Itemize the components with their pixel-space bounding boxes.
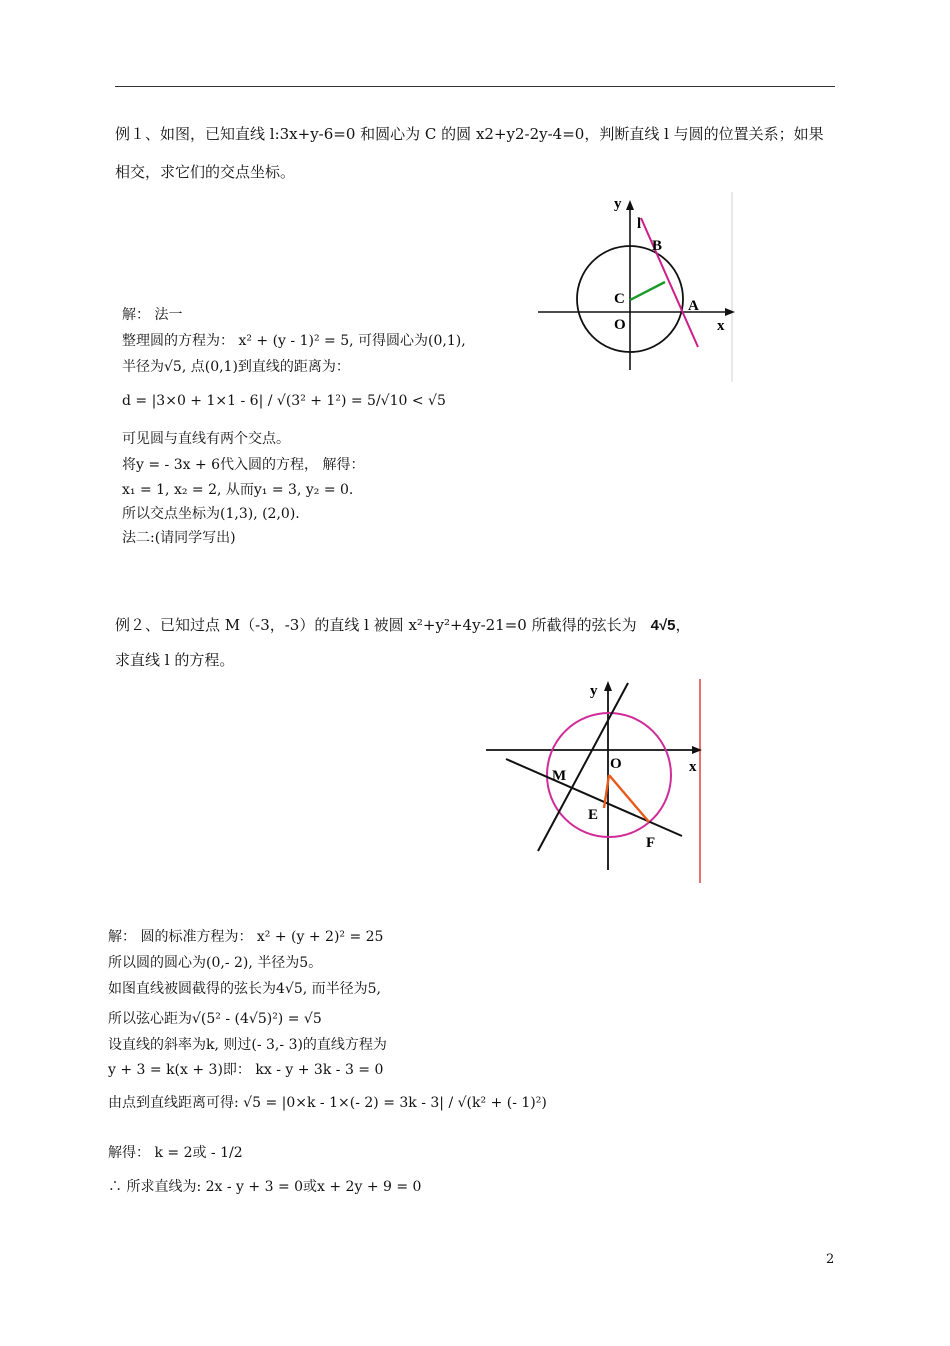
- figure1-label-o: O: [614, 317, 626, 333]
- figure2-circle-chord: [484, 675, 706, 885]
- page-number: 2: [826, 1252, 835, 1267]
- solution1-line: x₁ = 1, x₂ = 2, 从而y₁ = 3, y₂ = 0.: [122, 482, 354, 498]
- figure2-label-f: F: [646, 835, 656, 851]
- solution2-line: 如图直线被圆截得的弦长为4√5, 而半径为5,: [108, 981, 381, 997]
- figure2-label-y: y: [590, 683, 598, 699]
- solution2-line: ∴ 所求直线为: 2x - y + 3 = 0或x + 2y + 9 = 0: [108, 1179, 422, 1195]
- example2-question-line1: [115, 615, 691, 636]
- example2-question-text: 例２、已知过点 M（-3，-3）的直线 l 被圆 x²+y²+4y-21=0 所截得的弦长为: [115, 616, 637, 634]
- solution2-line: 所以圆的圆心为(0,- 2), 半径为5。: [108, 955, 323, 971]
- example1-question-line2: 相交，求它们的交点坐标。: [115, 163, 296, 181]
- figure2-y-arrow: [604, 681, 612, 691]
- example2-question-comma: ，: [675, 616, 691, 634]
- header-rule: [115, 86, 835, 87]
- figure1-label-a: A: [688, 298, 699, 314]
- figure2-center-to-f: [609, 775, 649, 822]
- solution1-line: d = |3×0 + 1×1 - 6| / √(3² + 1²) = 5/√10 < √5: [122, 393, 446, 409]
- solution1-line: 整理圆的方程为： x² + (y - 1)² = 5, 可得圆心为(0,1),: [122, 333, 466, 349]
- example1-question-line1: 例１、如图，已知直线 l:3x+y-6=0 和圆心为 C 的圆 x2+y2-2y-4=0，判断直线 l 与圆的位置关系；如果: [115, 125, 824, 143]
- figure2-chord-line: [506, 759, 682, 836]
- solution1-line: 所以交点坐标为(1,3), (2,0).: [122, 506, 300, 522]
- solution1-line: 可见圆与直线有两个交点。: [122, 431, 290, 447]
- solution2-line: 解得： k = 2或 - 1/2: [108, 1145, 243, 1161]
- solution2-line: 设直线的斜率为k, 则过(- 3,- 3)的直线方程为: [108, 1037, 387, 1053]
- figure1-perpendicular: [630, 282, 665, 300]
- example2-question-line2: 求直线 l 的方程。: [115, 651, 235, 669]
- solution2-line: 解： 圆的标准方程为： x² + (y + 2)² = 25: [108, 929, 384, 945]
- solution2-line: 由点到直线距离可得: √5 = |0×k - 1×(- 2) = 3k - 3| / √(k² + (- 1)²): [108, 1095, 547, 1111]
- solution2-line: y + 3 = k(x + 3)即： kx - y + 3k - 3 = 0: [108, 1062, 384, 1078]
- figure2-label-m: M: [552, 768, 567, 784]
- figure1-label-c: C: [614, 291, 625, 307]
- figure1-label-x: x: [717, 318, 725, 334]
- example2-chord-length: 4√5: [650, 617, 676, 634]
- figure1-y-arrow: [626, 200, 634, 210]
- figure1-x-arrow: [725, 308, 735, 316]
- figure1-label-b: B: [652, 238, 663, 254]
- figure1-label-l: l: [637, 216, 642, 232]
- figure1-circle-line: [532, 192, 742, 384]
- figure2-label-x: x: [689, 759, 697, 775]
- solution1-line: 将y = - 3x + 6代入圆的方程， 解得：: [122, 457, 365, 473]
- solution2-line: 所以弦心距为√(5² - (4√5)²) = √5: [108, 1011, 322, 1027]
- figure2-label-o: O: [610, 756, 622, 772]
- figure1-line-l: [641, 218, 698, 347]
- solution1-line: 法二:(请同学写出): [122, 530, 236, 546]
- figure2-label-e: E: [588, 807, 599, 823]
- solution1-line: 解： 法一: [122, 307, 183, 323]
- figure1-label-y: y: [614, 196, 622, 212]
- solution1-line: 半径为√5, 点(0,1)到直线的距离为：: [122, 359, 350, 375]
